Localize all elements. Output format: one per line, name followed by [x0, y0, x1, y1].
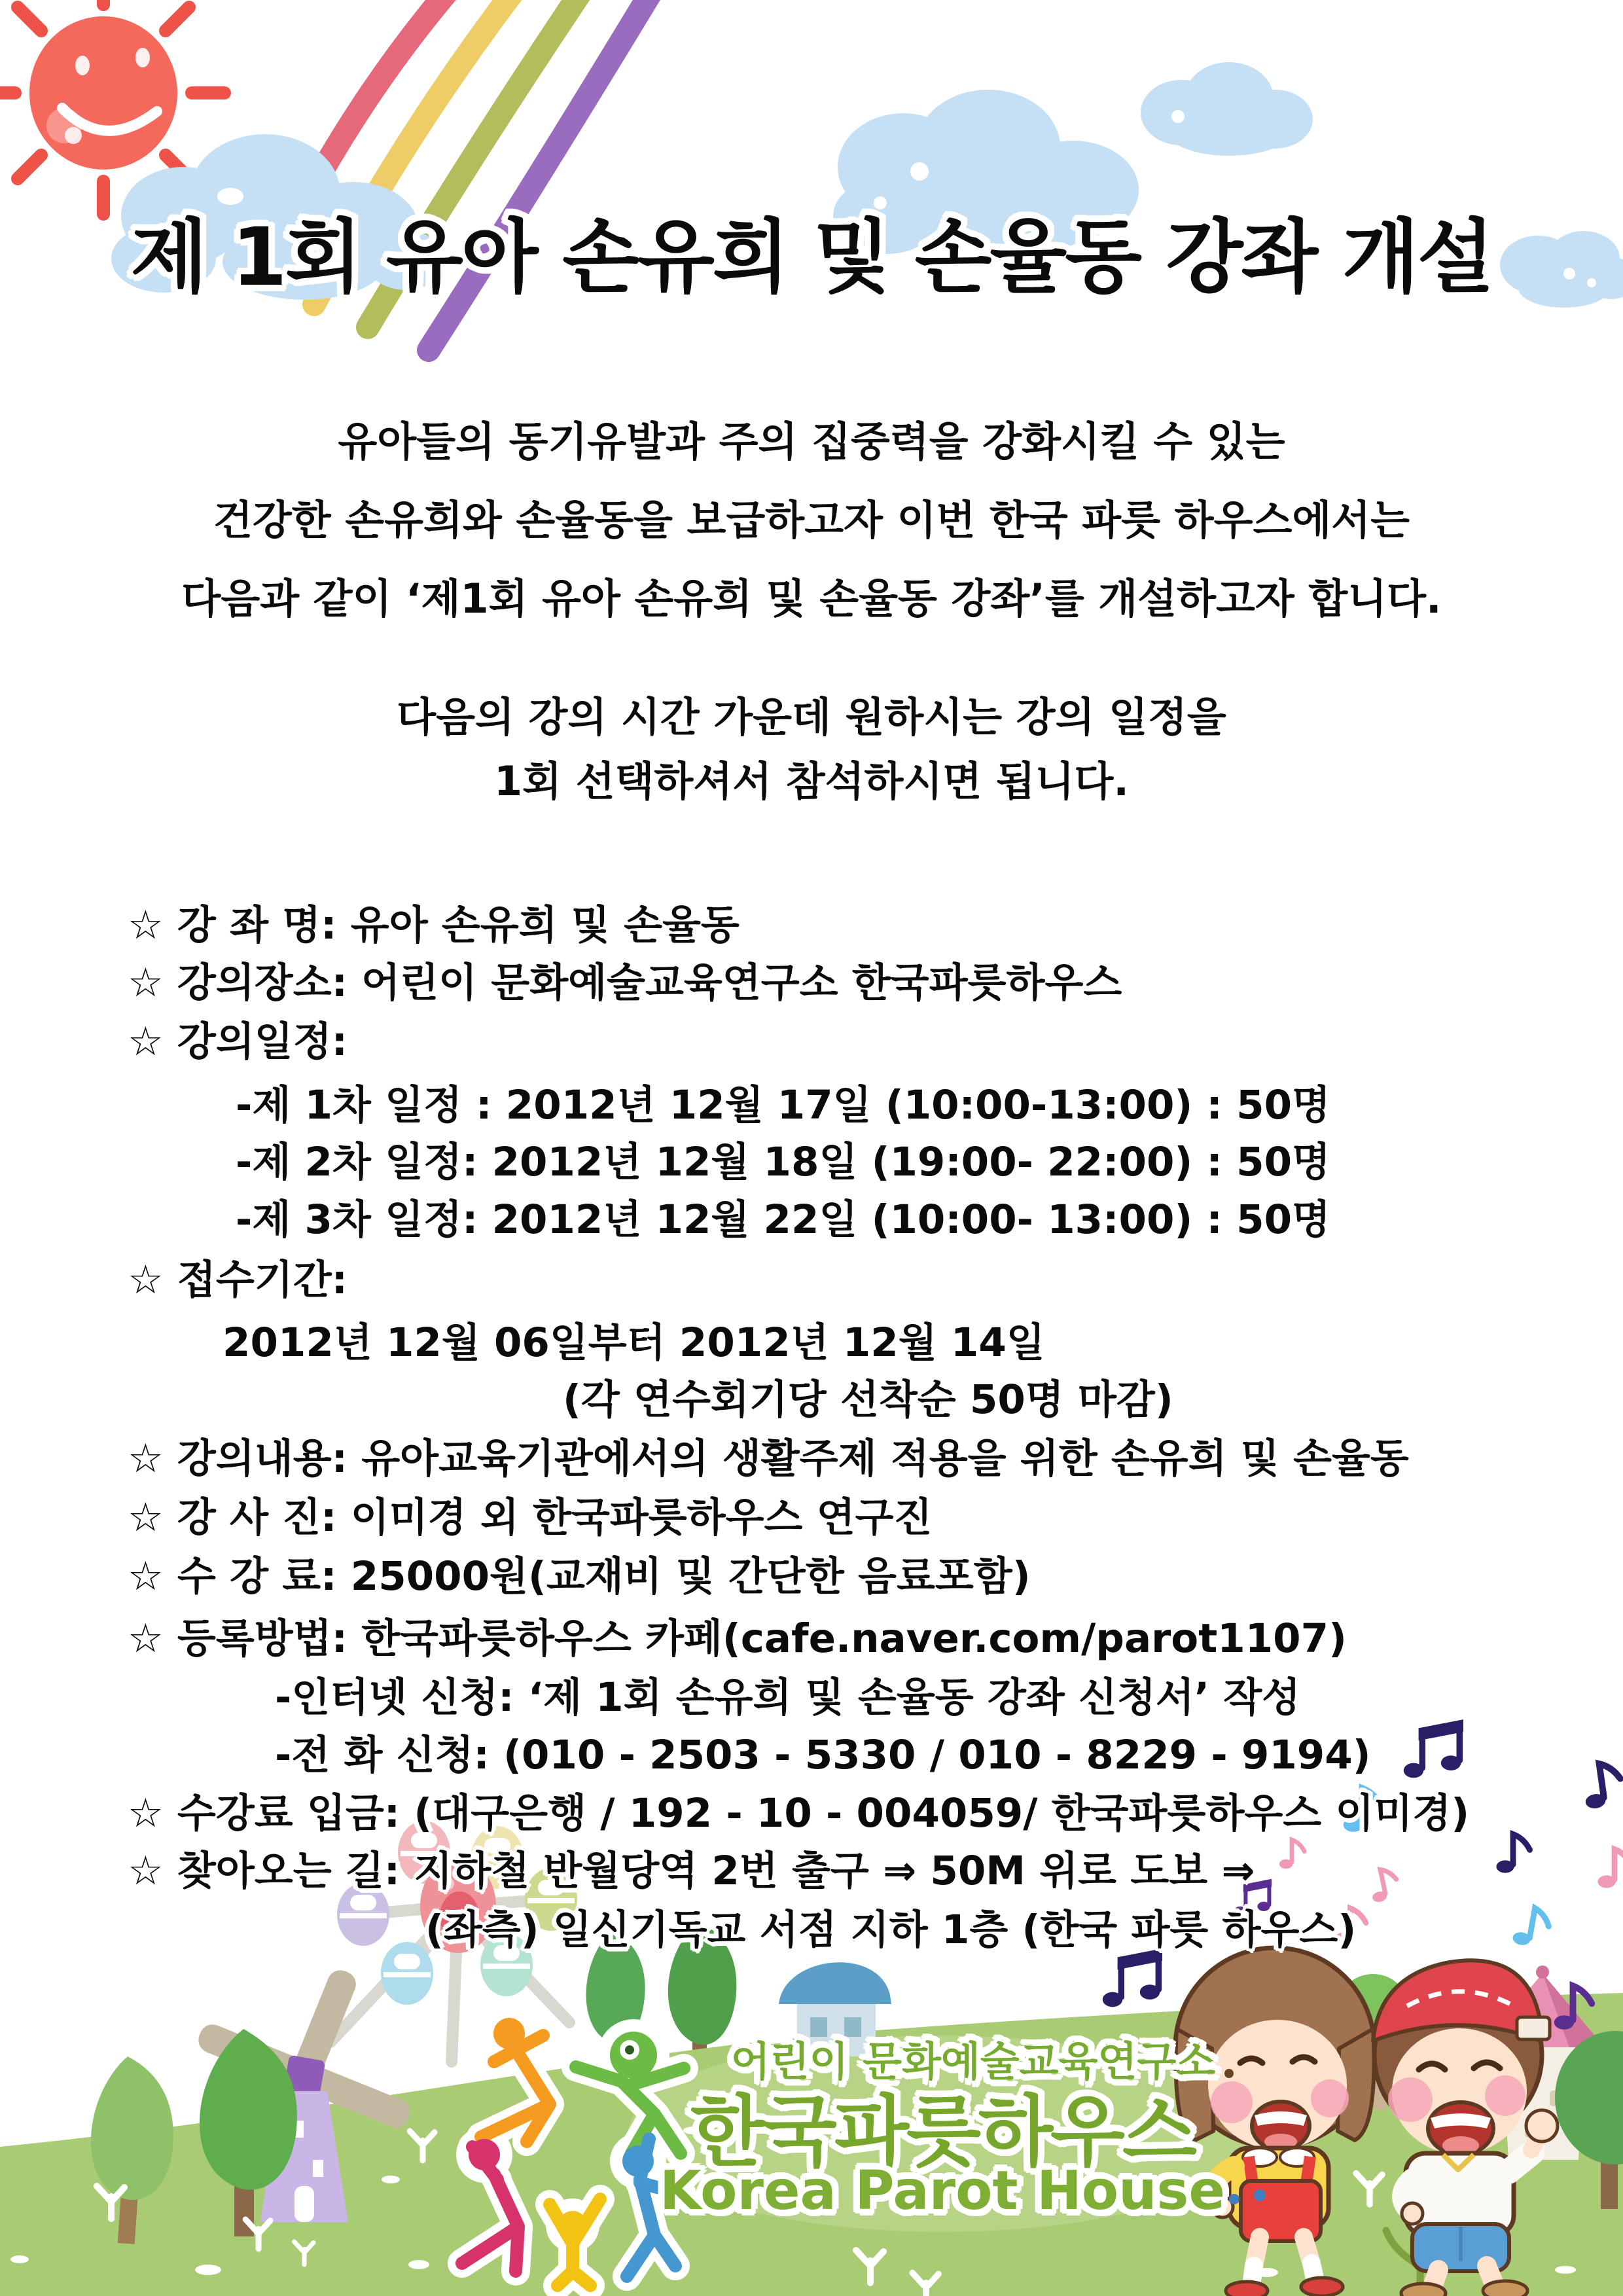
detail-line-content: ☆ 강의내용: 유아교육기관에서의 생활주제 적용을 위한 손유희 및 손율동 — [128, 1435, 1409, 1482]
intro-line: 유아들의 동기유발과 주의 집중력을 강화시킬 수 있는 — [338, 418, 1285, 465]
intro-line: 건강한 손유희와 손율동을 보급하고자 이번 한국 파릇 하우스에서는 — [213, 496, 1410, 544]
detail-line-bank: ☆ 수강료 입금: (대구은행 / 192 - 10 - 004059/ 한국파릇하우스 이미경) — [128, 1790, 1470, 1837]
cloud-icon — [1141, 62, 1313, 156]
detail-line-directions: ☆ 찾아오는 길: 지하철 반월당역 2번 출구 ⇒ 50M 위로 도보 ⇒ — [128, 1848, 1255, 1894]
detail-line-register-head: ☆ 접수기간: — [128, 1257, 348, 1303]
logo-korean-name: 한국파릇하우스 — [690, 2087, 1194, 2177]
guide-line: 다음의 강의 시간 가운데 원하시는 강의 일정을 — [397, 693, 1226, 741]
poster-title: 제 1회 유아 손유희 및 손율동 강좌 개설 — [130, 211, 1493, 304]
detail-line-instructors: ☆ 강 사 진: 이미경 외 한국파릇하우스 연구진 — [128, 1494, 933, 1541]
detail-line-phone: -전 화 신청: (010 - 2503 - 5330 / 010 - 8229 - 9194) — [275, 1732, 1371, 1778]
detail-line-schedule-head: ☆ 강의일정: — [128, 1018, 348, 1065]
logo-org-name: 어린이 문화예술교육연구소 — [730, 2037, 1216, 2085]
guide-line: 1회 선택하셔서 참석하시면 됩니다. — [494, 757, 1129, 805]
detail-line-internet: -인터넷 신청: ‘제 1회 손유희 및 손율동 강좌 신청서’ 작성 — [275, 1674, 1301, 1721]
detail-line-schedule-3: -제 3차 일정: 2012년 12월 22일 (10:00- 13:00) : 50명 — [236, 1196, 1330, 1243]
detail-line-schedule-1: -제 1차 일정 : 2012년 12월 17일 (10:00-13:00) : 50명 — [236, 1082, 1330, 1128]
detail-line-register-date: 2012년 12월 06일부터 2012년 12월 14일 — [223, 1319, 1045, 1366]
detail-line-register-note: (각 연수회기당 선착순 50명 마감) — [563, 1376, 1173, 1423]
detail-line-schedule-2: -제 2차 일정: 2012년 12월 18일 (19:00- 22:00) : 50명 — [236, 1139, 1330, 1185]
detail-line-location: ☆ 강의장소: 어린이 문화예술교육연구소 한국파릇하우스 — [128, 960, 1122, 1006]
intro-line: 다음과 같이 ‘제1회 유아 손유희 및 손율동 강좌’를 개설하고자 합니다. — [181, 575, 1442, 622]
detail-line-directions-2: (좌측) 일신기독교 서점 지하 1층 (한국 파릇 하우스) — [425, 1907, 1357, 1953]
detail-line-course-name: ☆ 강 좌 명: 유아 손유희 및 손율동 — [128, 902, 740, 948]
logo-english-name: Korea Parot House — [660, 2160, 1225, 2222]
detail-line-fee: ☆ 수 강 료: 25000원(교재비 및 간단한 음료포함) — [128, 1553, 1031, 1600]
detail-line-how-to: ☆ 등록방법: 한국파릇하우스 카페(cafe.naver.com/parot1107) — [128, 1615, 1347, 1662]
